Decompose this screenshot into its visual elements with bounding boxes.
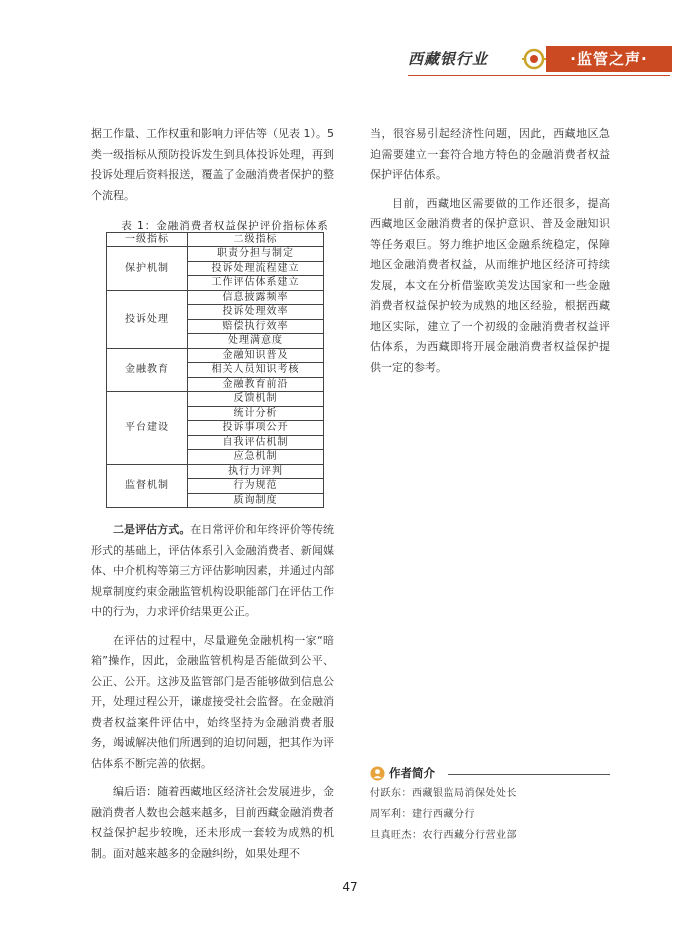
level1-cell: 投诉处理: [107, 290, 188, 348]
level1-cell: 保护机制: [107, 247, 188, 291]
level2-cell: 反馈机制: [188, 392, 324, 407]
left-column-top: [91, 124, 334, 206]
level2-cell: 赔偿执行效率: [188, 319, 324, 334]
table-row: [107, 348, 324, 363]
level2-cell: 行为规范: [188, 479, 324, 494]
level1-cell: 金融教育: [107, 348, 188, 392]
header-rule: [408, 75, 670, 76]
page-header: [408, 42, 670, 76]
paragraph-evaluation-method: [91, 520, 334, 623]
table-header-cell: 二级指标: [188, 233, 324, 247]
level2-cell: 投诉处理效率: [188, 305, 324, 320]
level2-cell: 工作评估体系建立: [188, 276, 324, 291]
level2-cell: 执行力评判: [188, 464, 324, 479]
paragraph: 据工作量、工作权重和影响力评估等（见表 1）。5 类一级指标从预防投诉发生到具体投诉处理，再到投诉处理后资料报送，覆盖了金融消费者保护的整个流程。: [91, 127, 334, 202]
right-column: [370, 124, 610, 378]
paragraph-editor-note: 编后语：随着西藏地区经济社会发展进步，金融消费者人数也会越来越多，目前西藏金融消费者权益保护起步较晚，还未形成一套较为成熟的机制。面对越来越多的金融纠纷，如果处理不: [91, 785, 334, 860]
table-row: [107, 290, 324, 305]
level2-cell: 投诉事项公开: [188, 421, 324, 436]
level2-cell: 自我评估机制: [188, 435, 324, 450]
level1-cell: 监督机制: [107, 464, 188, 508]
author-entry: 付跃东：西藏银监局消保处处长: [370, 788, 517, 799]
level2-cell: 职责分担与制定: [188, 247, 324, 262]
level2-cell: 信息披露频率: [188, 290, 324, 305]
level2-cell: 应急机制: [188, 450, 324, 465]
level2-cell: 金融知识普及: [188, 348, 324, 363]
page-number: 47: [342, 880, 358, 894]
left-column-bottom: [91, 520, 334, 864]
table-row: [107, 464, 324, 479]
paragraph-lead: 二是评估方式。: [113, 523, 191, 536]
paragraph: 在评估的过程中，尽量避免金融机构一家“暗箱”操作，因此，金融监管机构是否能做到公平、公正、公开。这涉及监管部门是否能够做到信息公开，处理过程公开，谦虚接受社会监督。在金融消费者权益案件评估中，始终坚持为金融消费者服务，竭诚解决他们所遇到的迫切问题，把其作为评估体系不断完善的依据。: [91, 633, 334, 770]
level2-cell: 金融教育前沿: [188, 377, 324, 392]
author-title-rule: [448, 774, 610, 775]
level1-cell: 平台建设: [107, 392, 188, 465]
section-banner: ·监管之声·: [546, 46, 672, 72]
table-header-cell: 一级指标: [107, 233, 188, 247]
level2-cell: 统计分析: [188, 406, 324, 421]
indicator-table: [106, 232, 324, 508]
level2-cell: 处理满意度: [188, 334, 324, 349]
author-title: 作者简介: [389, 766, 435, 780]
paragraph: 当，很容易引起经济性问题，因此，西藏地区急迫需要建立一套符合地方特色的金融消费者权益保护评估体系。: [370, 127, 610, 181]
publication-logo: 西藏银行业: [408, 50, 489, 68]
author-entry: 周军利：建行西藏分行: [370, 809, 475, 820]
paragraph: 目前，西藏地区需要做的工作还很多，提高西藏地区金融消费者的保护意识、普及金融知识等任务艰巨。努力维护地区金融系统稳定，保障地区金融消费者权益，从而维护地区经济可持续发展，本文在分析借鉴欧美发达国家和一些金融消费者权益保护较为成熟的地区经验，根据西藏地区实际，建立了一个初级的金融消费者权益评估体系，为西藏即将开展金融消费者权益保护提供一定的参考。: [370, 196, 610, 374]
level2-cell: 相关人员知识考核: [188, 363, 324, 378]
knot-emblem-icon: [522, 47, 546, 71]
table-row: [107, 247, 324, 262]
table-row: [107, 392, 324, 407]
author-entry: 旦真旺杰：农行西藏分行营业部: [370, 830, 517, 841]
level2-cell: 质询制度: [188, 493, 324, 508]
author-title-row: [370, 765, 610, 783]
author-info: [370, 765, 610, 846]
table-caption: 表 1：金融消费者权益保护评价指标体系: [121, 220, 329, 232]
level2-cell: 投诉处理流程建立: [188, 261, 324, 276]
table-header-row: [107, 233, 324, 247]
paragraph-text: 在日常评价和年终评价等传统形式的基础上，评估体系引入金融消费者、新闻媒体、中介机构等第三方评估影响因素，并通过内部规章制度约束金融监管机构设职能部门在评估工作中的行为，力求评价结果更公正。: [91, 523, 335, 618]
person-icon: [370, 766, 385, 781]
